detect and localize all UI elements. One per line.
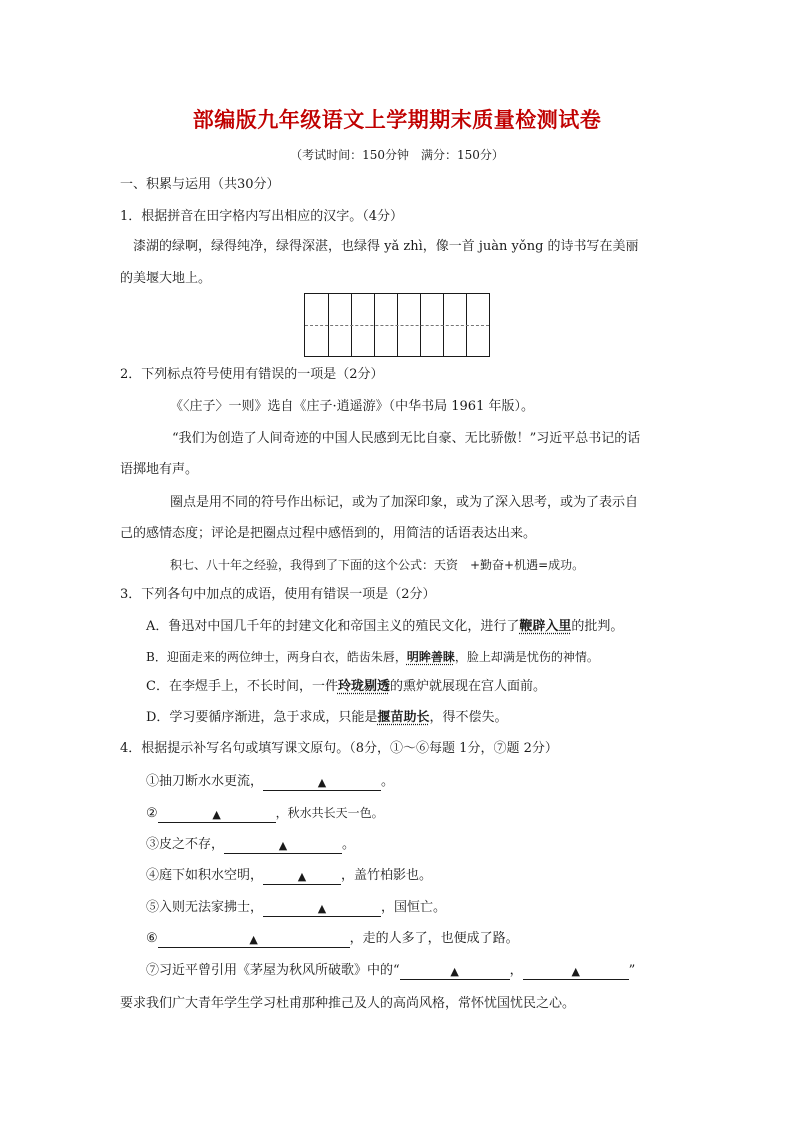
q3-c-text: C．在李煜手上，不长时间，一件: [146, 679, 338, 694]
q3-a-text: A．鲁迅对中国几千年的封建文化和帝国主义的殖民文化，进行了: [146, 619, 520, 634]
q3-option-c: [146, 678, 546, 696]
q3-stem: 3．下列各句中加点的成语，使用有错误一项是（2分）: [120, 587, 436, 602]
q4-item4-end: ，盖竹柏影也。: [341, 868, 433, 883]
q4-item6: [146, 930, 519, 948]
q4-item4-text: ④庭下如积水空明，: [146, 868, 264, 883]
answer-blank[interactable]: ▲: [263, 901, 381, 917]
q3-a-idiom: 鞭辟入里: [519, 619, 572, 634]
q4-item1-text: ①抽刀断水水更流，: [146, 774, 264, 789]
answer-blank[interactable]: ▲: [400, 964, 510, 980]
section-heading: 一、积累与运用（共30分）: [120, 177, 280, 192]
answer-blank[interactable]: ▲: [523, 964, 629, 980]
q4-item1: [146, 773, 394, 791]
grid-dashed-midline: [305, 325, 489, 326]
q4-item1-end: 。: [381, 774, 395, 789]
q4-item7-text: ⑦习近平曾引用《茅屋为秋风所破歌》中的“: [146, 963, 400, 978]
q4-item6-num: ⑥: [146, 931, 158, 946]
q3-c-idiom: 玲珑剔透: [337, 679, 390, 694]
q3-option-a: [146, 618, 623, 636]
answer-blank[interactable]: ▲: [158, 807, 276, 823]
q4-item3-end: 。: [342, 837, 356, 852]
q3-d-idiom: 揠苗助长: [377, 710, 430, 725]
q3-b-end: ，脸上却满是忧伤的神情。: [454, 650, 599, 664]
tianzige-grid[interactable]: [304, 293, 490, 357]
q4-item7-sep: ，: [509, 963, 523, 978]
q3-option-b: [146, 648, 599, 666]
q3-b-idiom: 明眸善睐: [406, 650, 455, 664]
q2-option-b-line2: 语掷地有声。: [120, 462, 199, 477]
q4-item7-line2: 要求我们广大青年学生学习杜甫那种推己及人的高尚风格，常怀忧国忧民之心。: [120, 996, 576, 1011]
answer-blank[interactable]: ▲: [263, 775, 381, 791]
q4-item2-end: ，秋水共长天一色。: [275, 806, 384, 820]
q2-option-c-line1: 圈点是用不同的符号作出标记，或为了加深印象，或为了深入思考，或为了表示自: [170, 495, 639, 510]
q1-stem: 1．根据拼音在田字格内写出相应的汉字。（4分）: [120, 209, 404, 224]
q1-passage-line1: 漆湖的绿啊，绿得纯净，绿得深湛，也绿得 yǎ zhì，像一首 juàn yǒng 的诗书写在美丽: [120, 239, 639, 254]
q3-option-d: [146, 709, 507, 727]
q4-item3-text: ③皮之不存，: [146, 837, 225, 852]
answer-blank[interactable]: ▲: [224, 838, 342, 854]
q3-b-text: B．迎面走来的两位绅士，两身白衣，皓齿朱唇，: [146, 650, 407, 664]
q4-item2-num: ②: [146, 806, 158, 821]
q2-stem: 2．下列标点符号使用有错误的一项是（2分）: [120, 367, 384, 382]
q2-option-a: 《〈庄子〉一则》选自《庄子·逍遥游》（中华书局 1961 年版）。: [170, 399, 534, 414]
q4-item5-end: ，国恒亡。: [381, 900, 447, 915]
page-title: 部编版九年级语文上学期期末质量检测试卷: [192, 107, 602, 132]
q2-option-d: 积七、八十年之经验，我得到了下面的这个公式：天资 +勤奋+机遇=成功。: [170, 558, 585, 572]
answer-blank[interactable]: ▲: [263, 869, 341, 885]
q4-item7: [146, 962, 635, 980]
q4-item4: [146, 867, 432, 885]
q3-d-end: ，得不偿失。: [429, 710, 508, 725]
q2-option-c-line2: 己的感情态度；评论是把圈点过程中感悟到的，用简洁的话语表达出来。: [120, 526, 537, 541]
q3-c-end: 的熏炉就展现在宫人面前。: [389, 679, 546, 694]
q4-item5: [146, 899, 446, 917]
q4-item6-end: ，走的人多了，也便成了路。: [349, 931, 519, 946]
q3-a-end: 的批判。: [571, 619, 624, 634]
q4-stem: 4．根据提示补写名句或填写课文原句。（8分，①～⑥每题 1分，⑦题 2分）: [120, 741, 558, 756]
q2-option-b-line1: “我们为创造了人间奇迹的中国人民感到无比自豪、无比骄傲！”习近平总书记的话: [172, 431, 641, 446]
q1-passage-line2: 的美堰大地上。: [120, 271, 212, 286]
answer-blank[interactable]: ▲: [158, 932, 350, 948]
q4-item7-quote: ”: [628, 963, 636, 978]
q3-d-text: D．学习要循序渐进，急于求成，只能是: [146, 710, 378, 725]
q4-item5-text: ⑤入则无法家拂士，: [146, 900, 264, 915]
exam-info: （考试时间：150分钟 满分：150分）: [290, 148, 504, 162]
q4-item3: [146, 836, 355, 854]
q4-item2: [146, 804, 384, 823]
